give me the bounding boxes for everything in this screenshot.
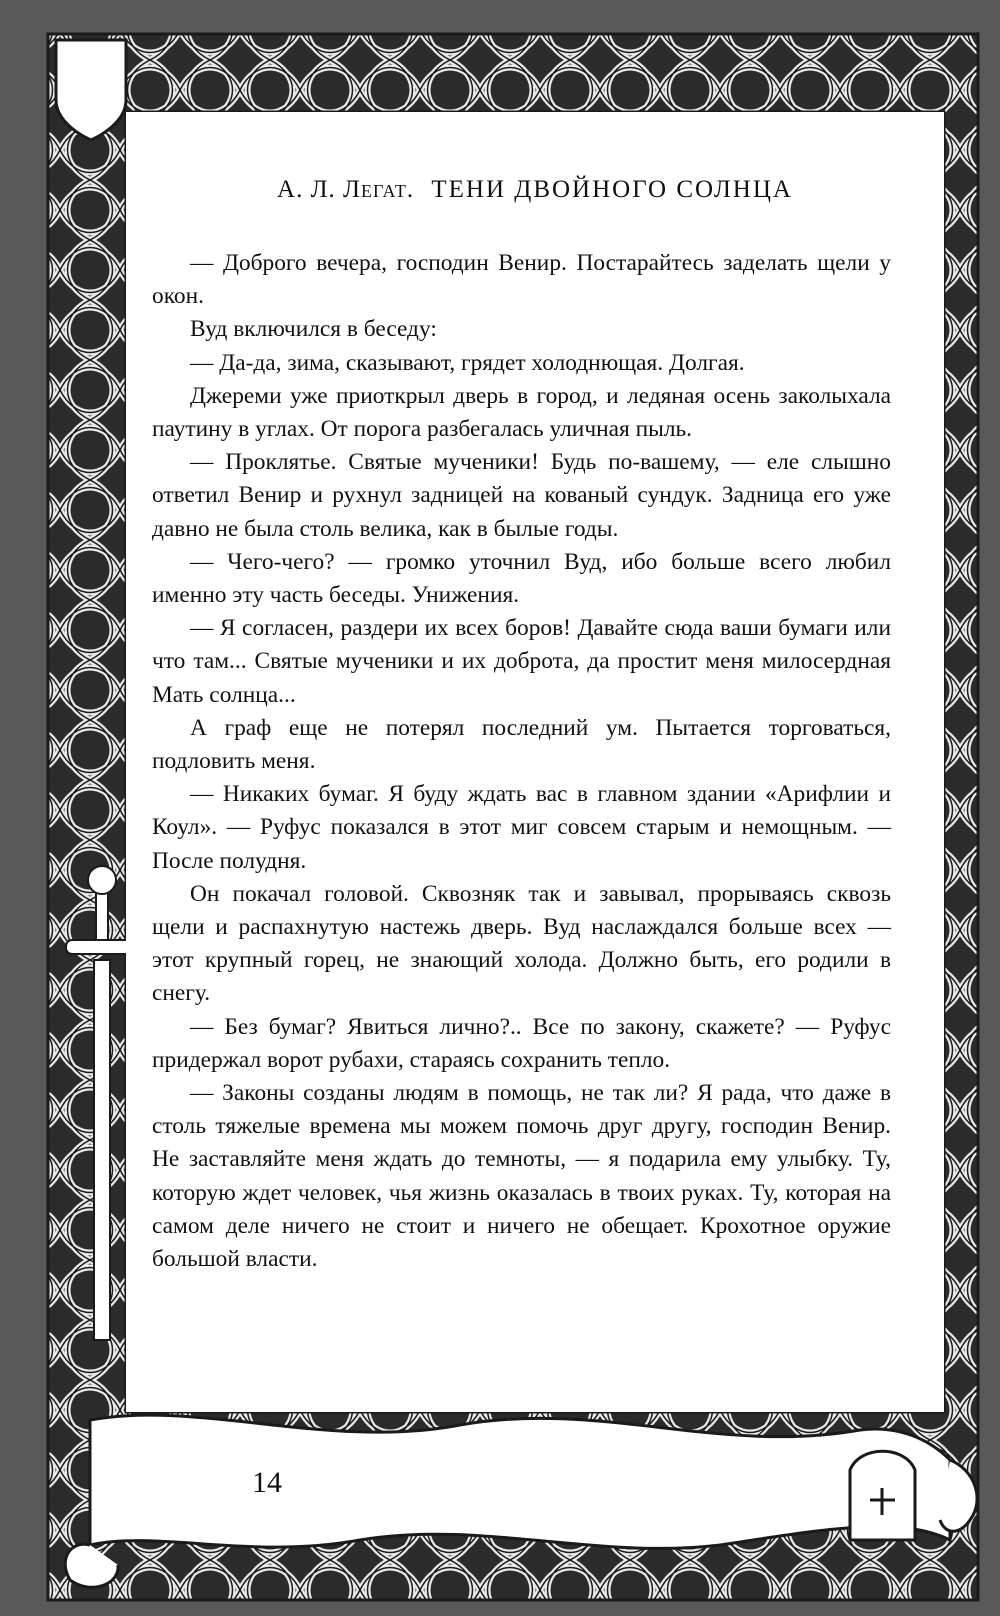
paragraph: — Доброго вечера, господин Венир. Постарайтесь заделать щели у окон. [152,250,891,310]
paragraph: — Никаких бумаг. Я буду ждать вас в главном здании «Арифлии и Коул». — Руфус показался в этот миг совсем старым и немощным. — После полудня. [152,781,891,874]
paragraph: Он покачал головой. Сквозняк так и завывал, прорываясь сквозь щели и распахнутую настежь дверь. Вуд наслаждался больше всех — этот крупный горец, не знающий холода. Должно быть, его родили в снегу. [152,880,891,1007]
paragraph: — Без бумаг? Явиться лично?.. Все по закону, скажете? — Руфус придержал ворот рубахи, стараясь сохранить тепло. [152,1013,891,1073]
paragraph: — Проклятье. Святые мученики! Будь по-вашему, — еле слышно ответил Венир и рухнул задницей на кованый сундук. Задница его уже давно не была столь велика, как в былые годы. [152,449,891,542]
running-header [126,176,944,204]
paragraph: А граф еще не потерял последний ум. Пытается торговаться, подловить меня. [152,714,891,775]
helmet-icon [850,1451,915,1540]
paragraph: — Законы созданы людям в помощь, не так ли? Я рада, что даже в столь тяжелые времена мы можем помочь друг другу, господин Венир. Не заставляйте меня ждать до темноты, — я подарила ему улыбку. Ту, которую ждет человек, чья жизнь оказалась в твоих руках. Ту, которая на самом деле ничего не стоит и ничего не обещает. Крохотное оружие большой власти. [152,1080,891,1273]
shield-icon [56,40,126,140]
page-number: 14 [252,1466,282,1499]
paragraph: Вуд включился в беседу: [190,316,437,343]
body-text [152,247,891,1276]
paragraph: — Чего-чего? — громко уточнил Вуд, ибо больше всего любил именно эту часть беседы. Унижения. [152,548,891,609]
paragraph: — Да-да, зима, сказывают, грядет холоднющая. Долгая. [190,349,745,376]
header-author: А. Л. Легат. [277,176,415,203]
paragraph: Джереми уже приоткрыл дверь в город, и ледяная осень заколыхала паутину в углах. От порога разбегалась уличная пыль. [152,382,891,443]
header-title: ТЕНИ ДВОЙНОГО СОЛНЦА [431,176,793,203]
paragraph: — Я согласен, раздери их всех боров! Давайте сюда ваши бумаги или что там... Святые мученики и их доброта, да простит меня милосердная Мать солнца... [152,615,891,708]
